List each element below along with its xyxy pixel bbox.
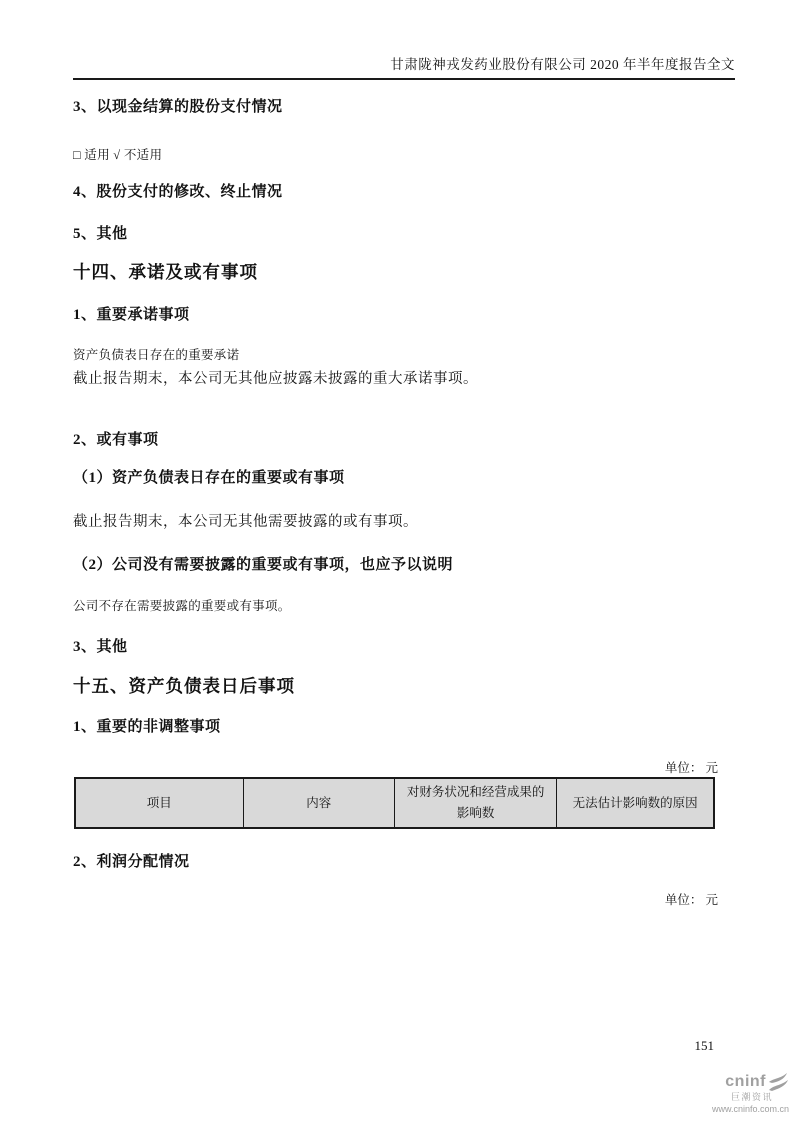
cninfo-chinese-name: 巨潮资讯 xyxy=(730,1092,773,1102)
cninfo-watermark xyxy=(705,1072,789,1115)
cninfo-url: www.cninfo.com.cn xyxy=(711,1103,789,1114)
body-no-undisclosed-commitments: 截止报告期末，本公司无其他应披露未披露的重大承诺事项。 xyxy=(73,371,478,387)
heading-section-15-post-balance-sheet-events: 十五、资产负债表日后事项 xyxy=(73,676,295,696)
note-balance-sheet-commitments: 资产负债表日存在的重要承诺 xyxy=(73,348,240,362)
body-company-no-contingencies: 公司不存在需要披露的重要或有事项。 xyxy=(73,599,291,613)
non-adjusting-events-table xyxy=(74,777,715,829)
unit-label-non-adjusting-table: 单位： 元 xyxy=(664,761,718,775)
cninfo-brand-text: cninf xyxy=(725,1073,766,1091)
page-header-title: 甘肃陇神戎发药业股份有限公司 2020 年半年度报告全文 xyxy=(73,53,735,80)
table-header-item: 项目 xyxy=(75,778,243,828)
unit-label-profit-distribution: 单位： 元 xyxy=(664,893,718,907)
heading-share-payment-modification: 4、股份支付的修改、终止情况 xyxy=(73,184,283,200)
heading-other-3: 3、其他 xyxy=(73,639,128,655)
heading-profit-distribution: 2、利润分配情况 xyxy=(73,854,190,870)
heading-contingencies: 2、或有事项 xyxy=(73,432,159,448)
page-number: 151 xyxy=(694,1038,714,1053)
applicability-checkbox-line: □ 适用 √ 不适用 xyxy=(73,148,163,162)
table-header-row xyxy=(75,778,714,828)
heading-cash-settled-share-payment: 3、以现金结算的股份支付情况 xyxy=(73,99,283,115)
heading-no-important-contingencies-note: （2）公司没有需要披露的重要或有事项，也应予以说明 xyxy=(73,557,454,573)
body-no-contingencies-to-disclose: 截止报告期末，本公司无其他需要披露的或有事项。 xyxy=(73,514,418,530)
table-header-content: 内容 xyxy=(243,778,394,828)
cninfo-swirl-icon xyxy=(767,1072,789,1092)
heading-other-5: 5、其他 xyxy=(73,226,128,242)
heading-contingencies-at-balance-sheet-date: （1）资产负债表日存在的重要或有事项 xyxy=(73,470,345,486)
heading-important-non-adjusting-events: 1、重要的非调整事项 xyxy=(73,719,221,735)
table-header-reason-unestimable: 无法估计影响数的原因 xyxy=(557,778,714,828)
heading-section-14-commitments-contingencies: 十四、承诺及或有事项 xyxy=(73,262,258,282)
table-header-financial-impact: 对财务状况和经营成果的影响数 xyxy=(394,778,556,828)
heading-important-commitments: 1、重要承诺事项 xyxy=(73,307,190,323)
